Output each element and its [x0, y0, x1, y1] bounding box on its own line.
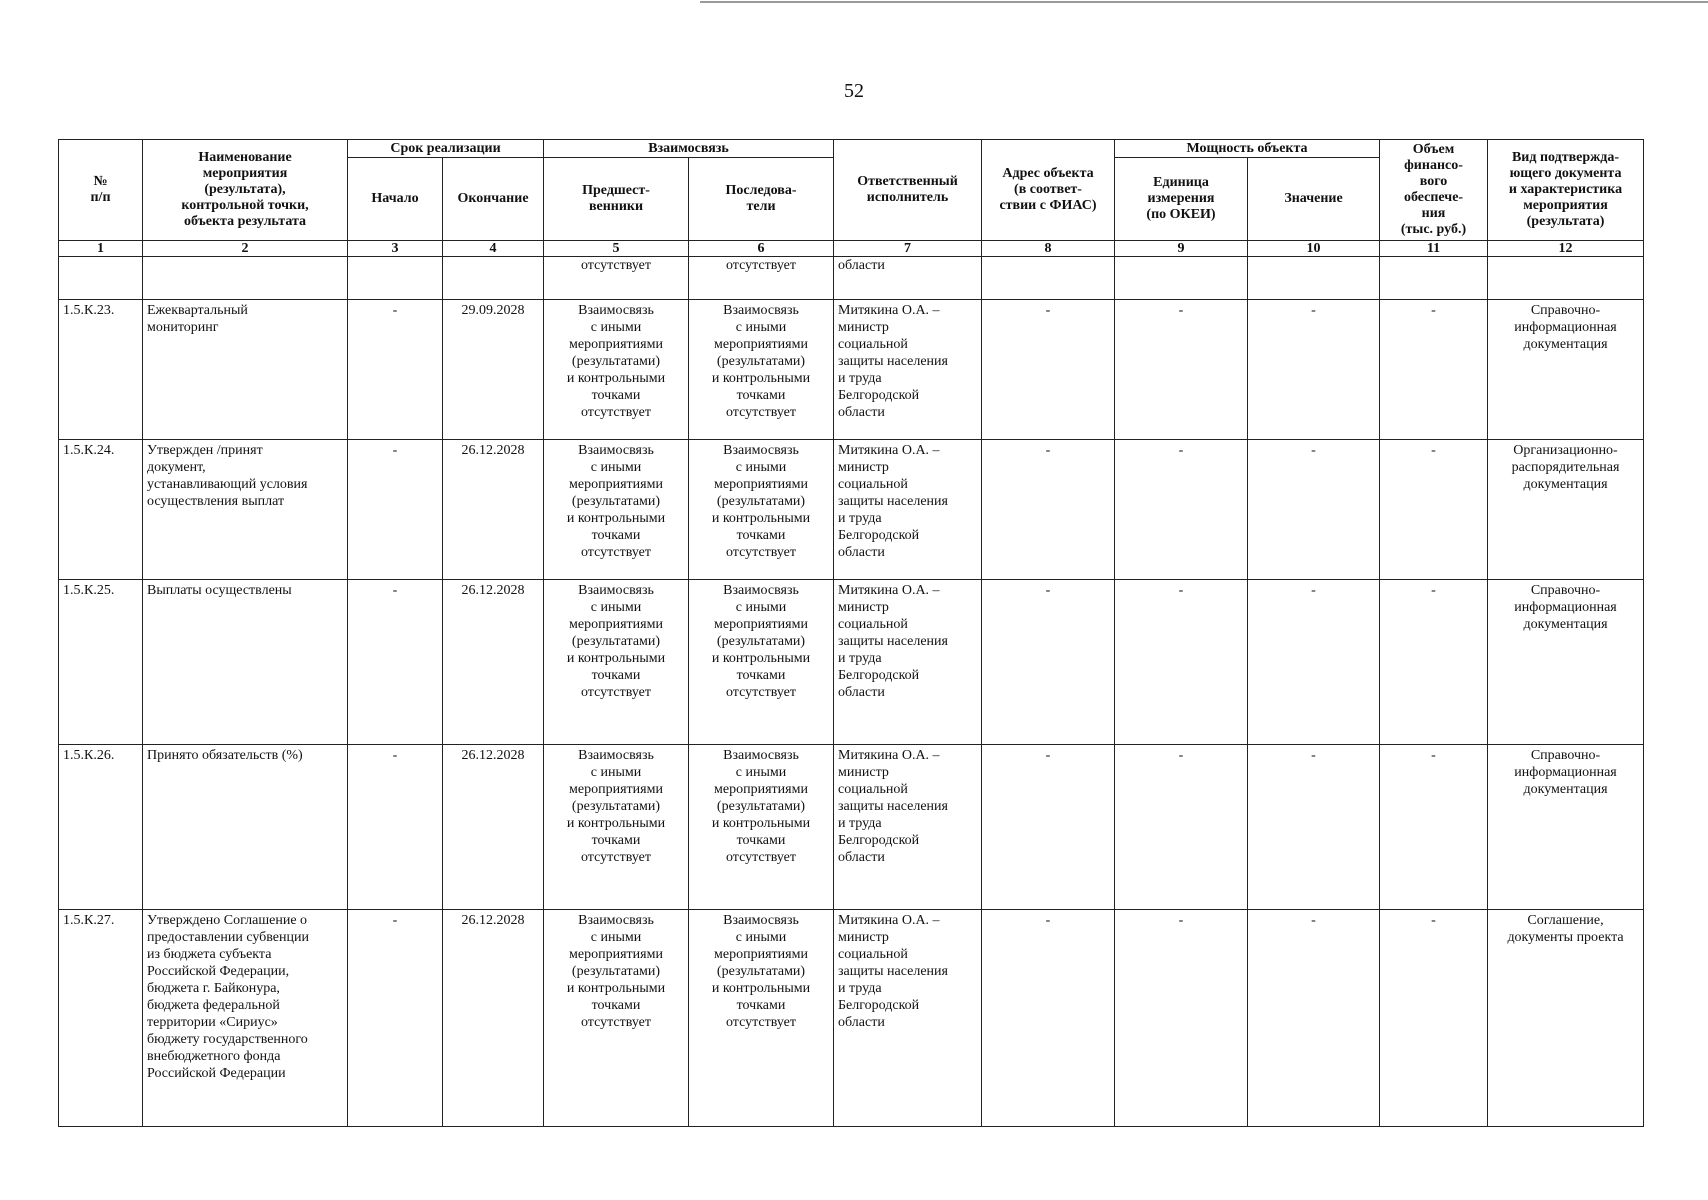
cell-successors: отсутствует: [689, 257, 834, 300]
cell-finance: -: [1380, 910, 1488, 1127]
cell-unit: -: [1115, 580, 1248, 745]
cell-address: -: [982, 910, 1115, 1127]
cell-responsible: области: [834, 257, 982, 300]
column-number: 12: [1488, 241, 1644, 257]
cell-name: Утверждено Соглашение о предоставлении субвенции из бюджета субъекта Российской Федерации, бюджета г. Байконура, бюджета федеральной территории «Сириус» бюджету государственного внебюджетного фонда Российской Федерации: [143, 910, 348, 1127]
header-address: Адрес объекта (в соответ- ствии с ФИАС): [982, 140, 1115, 241]
top-rule: [700, 1, 1708, 3]
cell-end: 26.12.2028: [443, 910, 544, 1127]
cell-unit: -: [1115, 300, 1248, 440]
column-number: 8: [982, 241, 1115, 257]
cell-document: Справочно- информационная документация: [1488, 580, 1644, 745]
cell-end: 29.09.2028: [443, 300, 544, 440]
cell-address: -: [982, 440, 1115, 580]
cell-successors: Взаимосвязь с иными мероприятиями (результатами) и контрольными точками отсутствует: [689, 440, 834, 580]
cell-responsible: Митякина О.А. – министр социальной защиты населения и труда Белгородской области: [834, 910, 982, 1127]
cell-finance: -: [1380, 300, 1488, 440]
table-row: [59, 300, 1644, 440]
column-number: 3: [348, 241, 443, 257]
table-row: [59, 745, 1644, 910]
header-end: Окончание: [443, 158, 544, 241]
cell-name: Выплаты осуществлены: [143, 580, 348, 745]
column-number: 5: [544, 241, 689, 257]
cell-document: Организационно- распорядительная документация: [1488, 440, 1644, 580]
cell-num: 1.5.К.26.: [59, 745, 143, 910]
table-row: [59, 910, 1644, 1127]
header-successors: Последова- тели: [689, 158, 834, 241]
cell-num: 1.5.К.24.: [59, 440, 143, 580]
cell-responsible: Митякина О.А. – министр социальной защиты населения и труда Белгородской области: [834, 440, 982, 580]
table-header: [59, 140, 1644, 257]
header-predecessors: Предшест- венники: [544, 158, 689, 241]
cell-predecessors: Взаимосвязь с иными мероприятиями (результатами) и контрольными точками отсутствует: [544, 910, 689, 1127]
header-capacity-group: Мощность объекта: [1115, 140, 1380, 158]
cell-successors: Взаимосвязь с иными мероприятиями (результатами) и контрольными точками отсутствует: [689, 745, 834, 910]
column-number: 4: [443, 241, 544, 257]
cell-start: -: [348, 440, 443, 580]
header-term-group: Срок реализации: [348, 140, 544, 158]
header-relation-group: Взаимосвязь: [544, 140, 834, 158]
cell-end: 26.12.2028: [443, 440, 544, 580]
column-number: 1: [59, 241, 143, 257]
cell-address: -: [982, 300, 1115, 440]
column-number: 10: [1248, 241, 1380, 257]
column-number: 9: [1115, 241, 1248, 257]
header-start: Начало: [348, 158, 443, 241]
cell-predecessors: Взаимосвязь с иными мероприятиями (результатами) и контрольными точками отсутствует: [544, 745, 689, 910]
column-number: 11: [1380, 241, 1488, 257]
cell-start: -: [348, 580, 443, 745]
cell-predecessors: отсутствует: [544, 257, 689, 300]
plan-table: [58, 139, 1644, 1127]
header-unit: Единица измерения (по ОКЕИ): [1115, 158, 1248, 241]
cell-document: Справочно- информационная документация: [1488, 300, 1644, 440]
cell-responsible: Митякина О.А. – министр социальной защиты населения и труда Белгородской области: [834, 300, 982, 440]
cell-predecessors: Взаимосвязь с иными мероприятиями (результатами) и контрольными точками отсутствует: [544, 580, 689, 745]
table-row-continuation: [59, 257, 1644, 300]
cell-unit: -: [1115, 440, 1248, 580]
cell-successors: Взаимосвязь с иными мероприятиями (результатами) и контрольными точками отсутствует: [689, 910, 834, 1127]
header-name: Наименование мероприятия (результата), контрольной точки, объекта результата: [143, 140, 348, 241]
table-row: [59, 580, 1644, 745]
cell-address: -: [982, 745, 1115, 910]
cell-value: -: [1248, 440, 1380, 580]
cell-successors: Взаимосвязь с иными мероприятиями (результатами) и контрольными точками отсутствует: [689, 580, 834, 745]
column-number: 6: [689, 241, 834, 257]
cell-unit: -: [1115, 910, 1248, 1127]
cell-end: 26.12.2028: [443, 745, 544, 910]
header-num: № п/п: [59, 140, 143, 241]
cell-value: -: [1248, 300, 1380, 440]
header-responsible: Ответственный исполнитель: [834, 140, 982, 241]
column-number: 7: [834, 241, 982, 257]
page-number: 52: [844, 80, 864, 102]
cell-end: 26.12.2028: [443, 580, 544, 745]
cell-value: -: [1248, 910, 1380, 1127]
cell-num: 1.5.К.27.: [59, 910, 143, 1127]
cell-start: -: [348, 910, 443, 1127]
cell-start: -: [348, 745, 443, 910]
table-row: [59, 440, 1644, 580]
cell-finance: -: [1380, 580, 1488, 745]
cell-start: -: [348, 300, 443, 440]
cell-unit: -: [1115, 745, 1248, 910]
header-value: Значение: [1248, 158, 1380, 241]
column-numbers-row: [59, 241, 1644, 257]
header-document: Вид подтвержда- ющего документа и характеристика мероприятия (результата): [1488, 140, 1644, 241]
cell-num: 1.5.К.23.: [59, 300, 143, 440]
cell-value: -: [1248, 580, 1380, 745]
cell-document: Справочно- информационная документация: [1488, 745, 1644, 910]
column-number: 2: [143, 241, 348, 257]
cell-name: Утвержден /принят документ, устанавливающий условия осуществления выплат: [143, 440, 348, 580]
header-finance: Объем финансо- вого обеспече- ния (тыс. руб.): [1380, 140, 1488, 241]
cell-name: Принято обязательств (%): [143, 745, 348, 910]
cell-finance: -: [1380, 745, 1488, 910]
cell-predecessors: Взаимосвязь с иными мероприятиями (результатами) и контрольными точками отсутствует: [544, 440, 689, 580]
cell-responsible: Митякина О.А. – министр социальной защиты населения и труда Белгородской области: [834, 745, 982, 910]
cell-name: Ежеквартальный мониторинг: [143, 300, 348, 440]
cell-num: 1.5.К.25.: [59, 580, 143, 745]
cell-responsible: Митякина О.А. – министр социальной защиты населения и труда Белгородской области: [834, 580, 982, 745]
cell-finance: -: [1380, 440, 1488, 580]
cell-document: Соглашение, документы проекта: [1488, 910, 1644, 1127]
cell-predecessors: Взаимосвязь с иными мероприятиями (результатами) и контрольными точками отсутствует: [544, 300, 689, 440]
cell-address: -: [982, 580, 1115, 745]
cell-value: -: [1248, 745, 1380, 910]
cell-successors: Взаимосвязь с иными мероприятиями (результатами) и контрольными точками отсутствует: [689, 300, 834, 440]
